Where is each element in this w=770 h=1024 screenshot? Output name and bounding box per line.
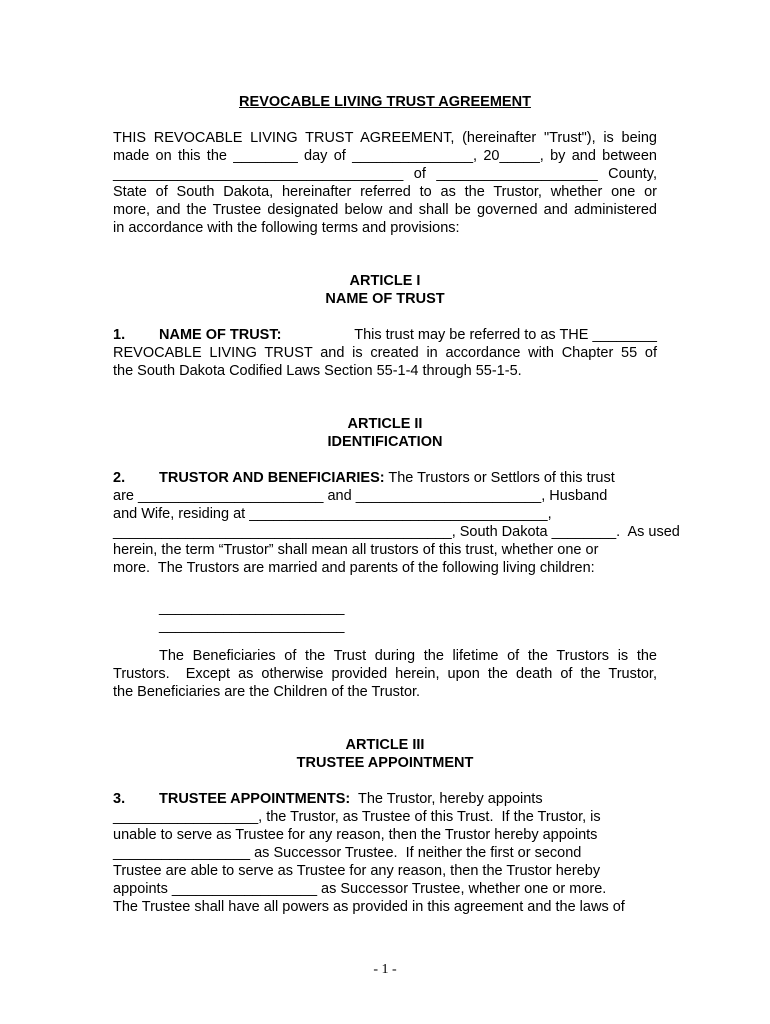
article-2-heading: ARTICLE II: [347, 416, 423, 432]
beneficiaries-paragraph: [113, 647, 657, 701]
section-label: TRUSTEE APPOINTMENTS:: [159, 791, 351, 807]
article-3-first-line: [113, 790, 633, 808]
child-blank: _______________________: [159, 600, 345, 616]
section-number: 3.: [113, 791, 126, 807]
article-3-paragraph: [113, 790, 633, 916]
article-2-line: more. The Trustors are married and parents of the following living children:: [113, 560, 595, 576]
article-1-subheading: NAME OF TRUST: [325, 291, 445, 307]
intro-line: in accordance with the following terms and provisions:: [113, 220, 460, 236]
article-3-heading: ARTICLE III: [345, 737, 425, 753]
article-1-line: the South Dakota Codified Laws Section 55-1-4 through 55-1-5.: [113, 363, 522, 379]
intro-line: State of South Dakota, hereinafter referred to as the Trustor, whether one or: [113, 184, 657, 200]
page-number: - 1 -: [373, 962, 397, 977]
intro-line: THIS REVOCABLE LIVING TRUST AGREEMENT, (hereinafter "Trust"), is being: [113, 130, 657, 146]
article-1-text: This trust may be referred to as THE ________: [350, 327, 657, 343]
children-list: [159, 599, 703, 635]
article-1-paragraph: [113, 326, 657, 380]
beneficiaries-text: The Beneficiaries of the Trust during the lifetime of the Trustors is the: [159, 648, 657, 664]
document-title: REVOCABLE LIVING TRUST AGREEMENT: [239, 94, 531, 110]
child-blank: _______________________: [159, 618, 345, 634]
article-3-text: The Trustor, hereby appoints: [350, 791, 543, 807]
beneficiaries-line: Trustors. Except as otherwise provided herein, upon the death of the Trustor,: [113, 666, 657, 682]
article-1-heading: ARTICLE I: [349, 273, 421, 289]
section-number: 1.: [113, 327, 126, 343]
section-label: NAME OF TRUST:: [159, 327, 282, 343]
article-3-subheading: TRUSTEE APPOINTMENT: [296, 755, 474, 771]
intro-line: more, and the Trustee designated below and shall be governed and administered: [113, 202, 657, 218]
article-1-first-line: [113, 326, 657, 344]
article-2-line: __________________________________________, South Dakota ________. As used: [113, 524, 680, 540]
article-2-line: herein, the term “Trustor” shall mean all trustors of this trust, whether one or: [113, 542, 599, 558]
article-3-line: appoints __________________ as Successor Trustee, whether one or more.: [113, 881, 607, 897]
intro-line: made on this the ________ day of _______________, 20_____, by and between: [113, 148, 657, 164]
article-2-text: The Trustors or Settlors of this trust: [384, 470, 615, 486]
article-2-subheading: IDENTIFICATION: [327, 434, 443, 450]
article-2-line: and Wife, residing at _____________________________________,: [113, 506, 552, 522]
intro-line: ____________________________________ of ____________________ County,: [113, 166, 657, 182]
article-3-line: __________________, the Trustor, as Trustee of this Trust. If the Trustor, is: [113, 809, 601, 825]
beneficiaries-first-line: [113, 647, 657, 665]
section-label: TRUSTOR AND BENEFICIARIES:: [159, 470, 385, 486]
article-2-paragraph: [113, 469, 680, 577]
intro-paragraph: [113, 129, 657, 237]
article-1-line: REVOCABLE LIVING TRUST and is created in accordance with Chapter 55 of: [113, 345, 657, 361]
article-3-line: Trustee are able to serve as Trustee for any reason, then the Trustor hereby: [113, 863, 601, 879]
article-3-line: _________________ as Successor Trustee. If neither the first or second: [113, 845, 582, 861]
article-3-line: The Trustee shall have all powers as provided in this agreement and the laws of: [113, 899, 625, 915]
article-3-line: unable to serve as Trustee for any reason, then the Trustor hereby appoints: [113, 827, 598, 843]
beneficiaries-line: the Beneficiaries are the Children of the Trustor.: [113, 684, 421, 700]
article-2-first-line: [113, 469, 643, 487]
article-2-line: are _______________________ and _______________________, Husband: [113, 488, 608, 504]
section-number: 2.: [113, 470, 126, 486]
